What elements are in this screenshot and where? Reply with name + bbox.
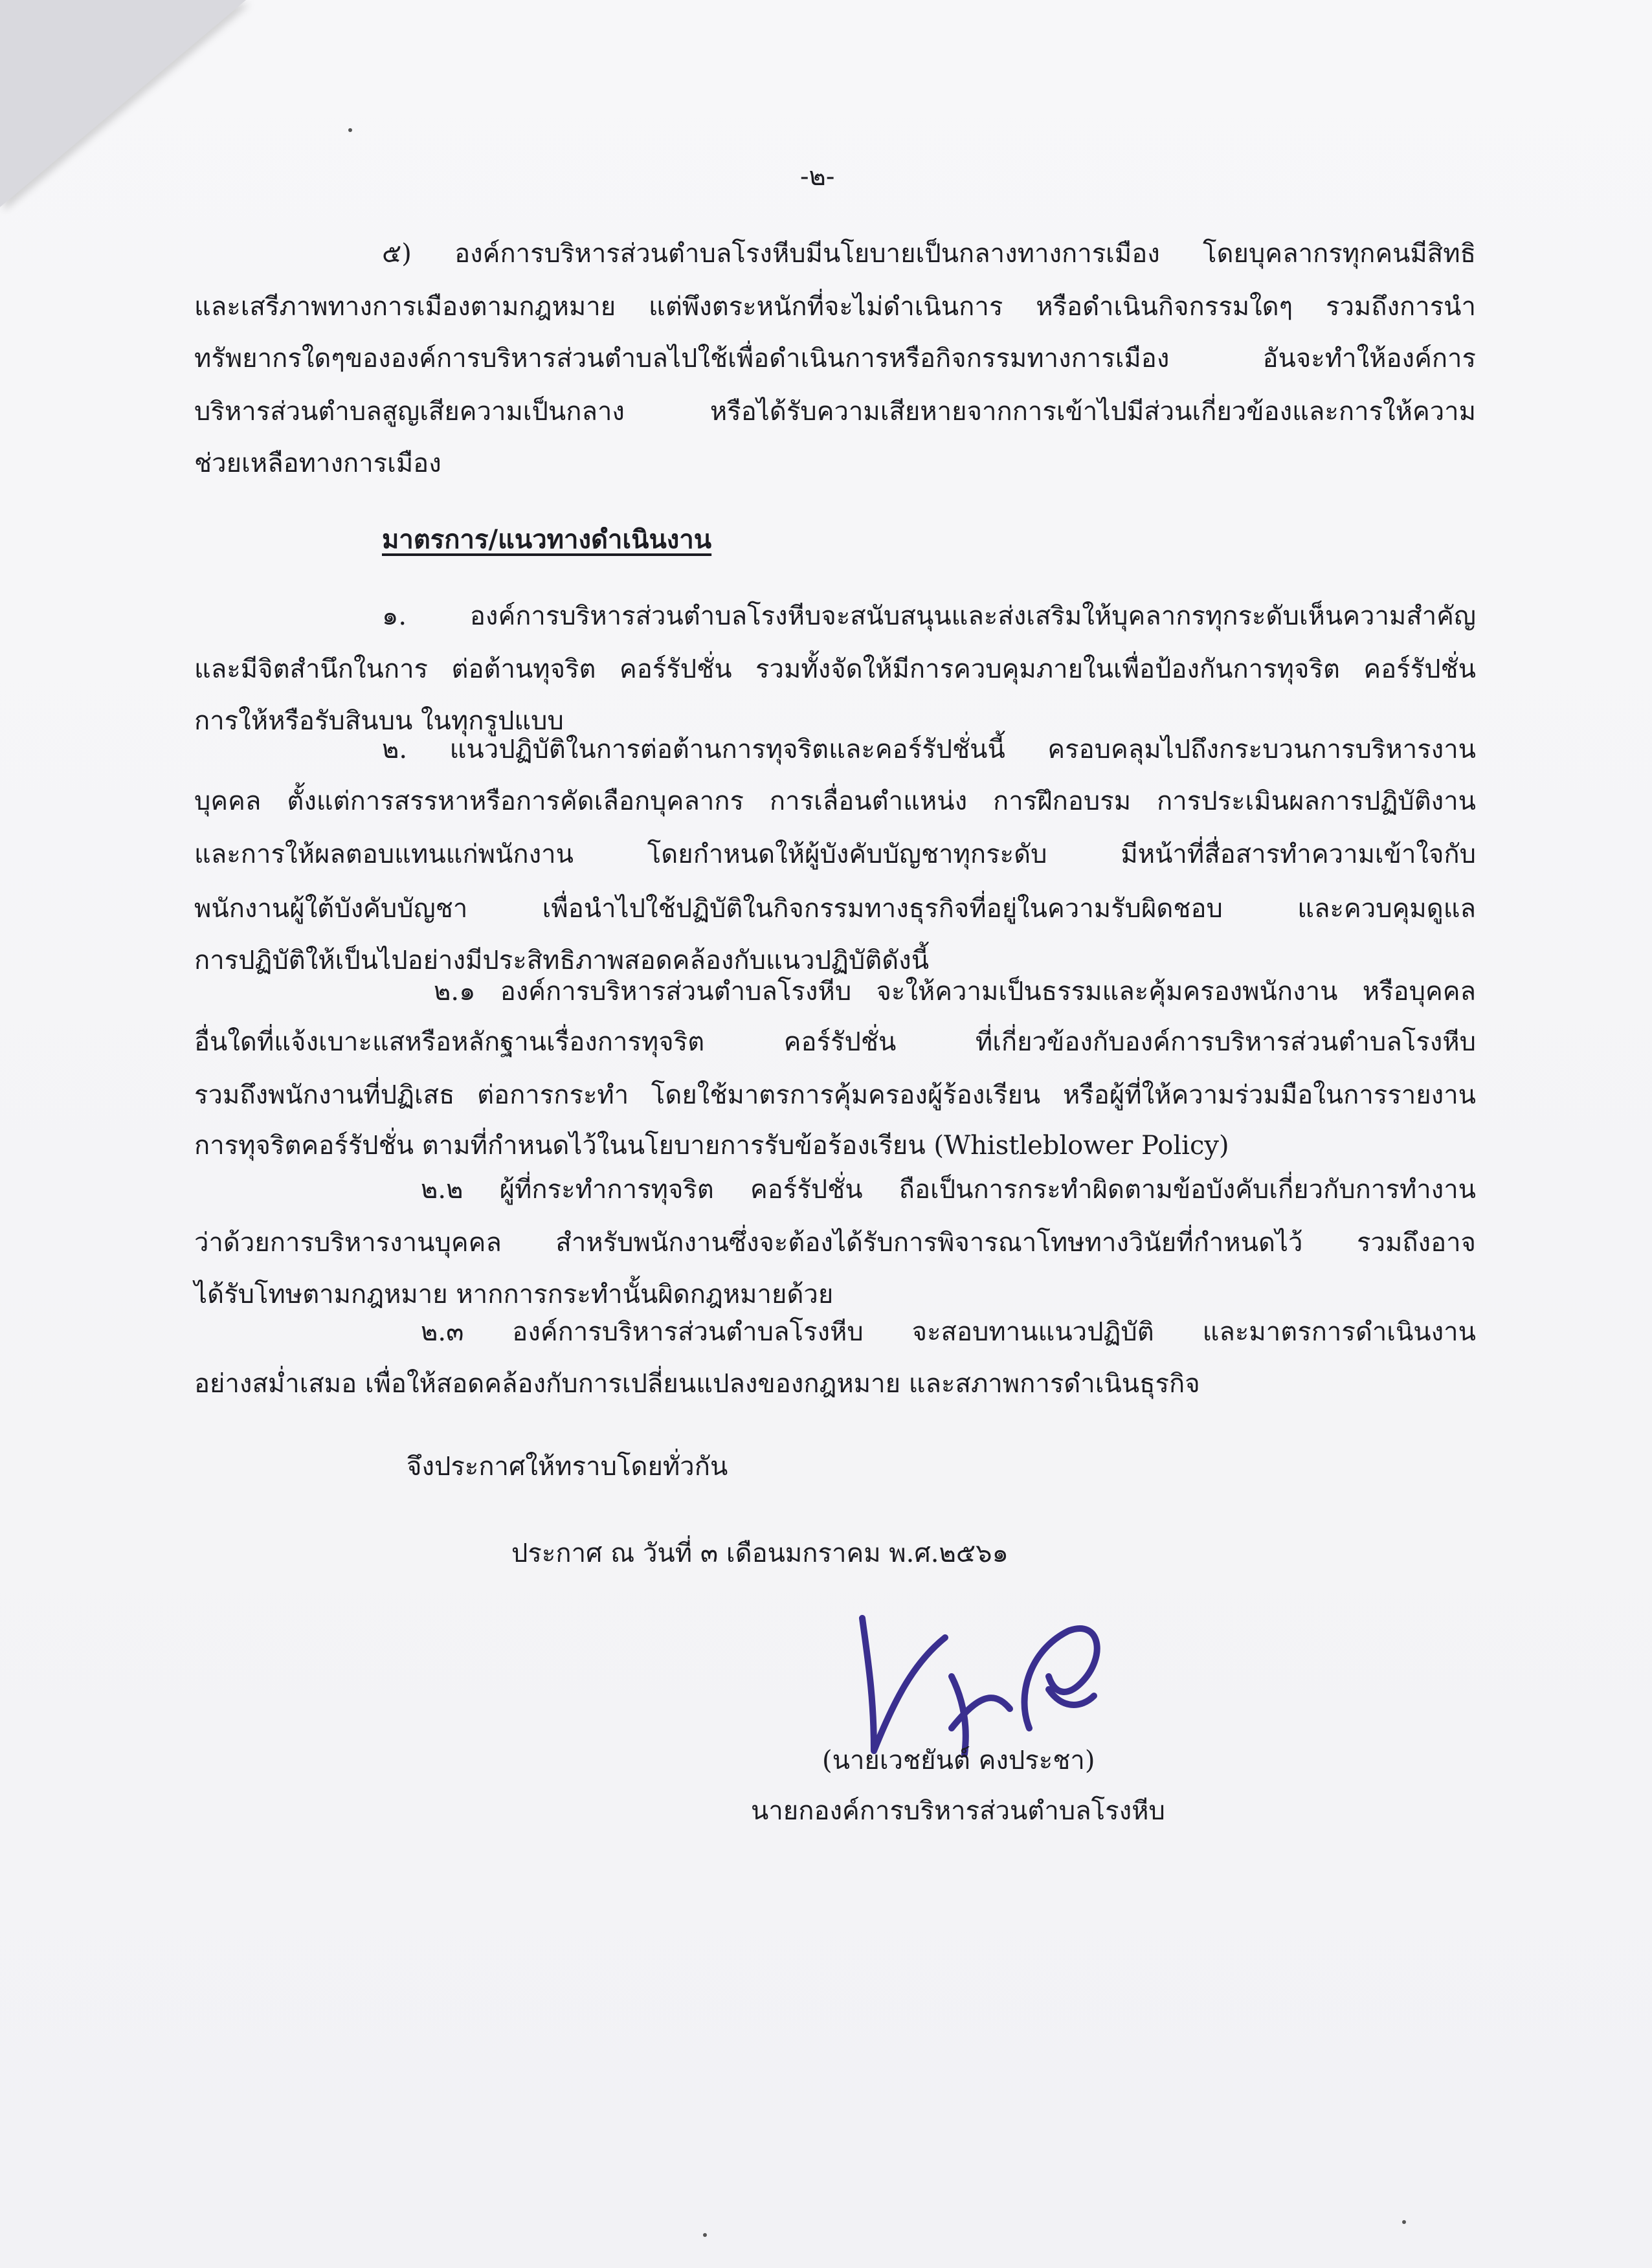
- item2-line-4: พนักงานผู้ใต้บังคับบัญชา เพื่อนำไปใช้ปฏิบัติในกิจกรรมทางธุรกิจที่อยู่ในความรับผิดชอบ และควบคุมดูแล: [194, 894, 1476, 924]
- item2-3-line-1: ๒.๓ องค์การบริหารส่วนตำบลโรงหีบ จะสอบทานแนวปฏิบัติ และมาตรการดำเนินงาน: [421, 1317, 1476, 1347]
- scan-speck: [348, 128, 352, 132]
- signature-ink: [862, 1618, 1097, 1754]
- date-line: ประกาศ ณ วันที่ ๓ เดือนมกราคม พ.ศ.๒๕๖๑: [511, 1539, 1009, 1568]
- para5-line-5: ช่วยเหลือทางการเมือง: [194, 449, 441, 478]
- item2-line-2: บุคคล ตั้งแต่การสรรหาหรือการคัดเลือกบุคลากร การเลื่อนตำแหน่ง การฝึกอบรม การประเมินผลการปฏิบัติงาน: [194, 786, 1476, 816]
- scan-speck: [703, 2233, 707, 2237]
- item2-1-line-3: รวมถึงพนักงานที่ปฏิเสธ ต่อการกระทำ โดยใช้มาตรการคุ้มครองผู้ร้องเรียน หรือผู้ที่ให้ความร่วมมือในการรายงาน: [194, 1080, 1476, 1110]
- item2-1-line-2: อื่นใดที่แจ้งเบาะแสหรือหลักฐานเรื่องการทุจริต คอร์รัปชั่น ที่เกี่ยวข้องกับองค์การบริหารส่วนตำบลโรงหีบ: [194, 1027, 1476, 1057]
- para5-line-4: บริหารส่วนตำบลสูญเสียความเป็นกลาง หรือได้รับความเสียหายจากการเข้าไปมีส่วนเกี่ยวข้องและการให้ความ: [194, 397, 1476, 427]
- folded-corner: [0, 0, 246, 207]
- item2-line-5: การปฏิบัติให้เป็นไปอย่างมีประสิทธิภาพสอดคล้องกับแนวปฏิบัติดังนี้: [194, 946, 930, 975]
- item1-line-1: ๑. องค์การบริหารส่วนตำบลโรงหีบจะสนับสนุนและส่งเสริมให้บุคลากรทุกระดับเห็นความสำคัญ: [382, 601, 1476, 631]
- signer-title: นายกองค์การบริหารส่วนตำบลโรงหีบ: [751, 1796, 1165, 1826]
- announcement-line: จึงประกาศให้ทราบโดยทั่วกัน: [407, 1452, 728, 1482]
- para5-line-1: ๕) องค์การบริหารส่วนตำบลโรงหีบมีนโยบายเป็นกลางทางการเมือง โดยบุคลากรทุกคนมีสิทธิ: [382, 239, 1476, 269]
- page-number: -๒-: [800, 162, 835, 192]
- scan-speck: [1402, 2220, 1406, 2224]
- item1-line-3: การให้หรือรับสินบน ในทุกรูปแบบ: [194, 706, 564, 736]
- item1-line-2: และมีจิตสำนึกในการ ต่อต้านทุจริต คอร์รัปชั่น รวมทั้งจัดให้มีการควบคุมภายในเพื่อป้องกันการทุจริต คอร์รัปชั่น: [194, 654, 1476, 684]
- item2-2-line-2: ว่าด้วยการบริหารงานบุคคล สำหรับพนักงานซึ่งจะต้องได้รับการพิจารณาโทษทางวินัยที่กำหนดไว้ รวมถึงอาจ: [194, 1228, 1476, 1258]
- item2-line-1: ๒. แนวปฏิบัติในการต่อต้านการทุจริตและคอร์รัปชั่นนี้ ครอบคลุมไปถึงกระบวนการบริหารงาน: [382, 735, 1476, 764]
- item2-2-line-1: ๒.๒ ผู้ที่กระทำการทุจริต คอร์รัปชั่น ถือเป็นการกระทำผิดตามข้อบังคับเกี่ยวกับการทำงาน: [421, 1175, 1476, 1205]
- item2-1-line-4: การทุจริตคอร์รัปชั่น ตามที่กำหนดไว้ในนโยบายการรับข้อร้องเรียน (Whistleblower Policy): [194, 1131, 1229, 1161]
- para5-line-3: ทรัพยากรใดๆขององค์การบริหารส่วนตำบลไปใช้เพื่อดำเนินการหรือกิจกรรมทางการเมือง อันจะทำให้องค์การ: [194, 344, 1476, 373]
- item2-2-line-3: ได้รับโทษตามกฎหมาย หากการกระทำนั้นผิดกฎหมายด้วย: [194, 1280, 834, 1309]
- para5-line-2: และเสรีภาพทางการเมืองตามกฎหมาย แต่พึงตระหนักที่จะไม่ดำเนินการ หรือดำเนินกิจกรรมใดๆ รวมถึงการนำ: [194, 292, 1476, 322]
- signer-name: (นายเวชยันต์ คงประชา): [822, 1746, 1095, 1775]
- item2-1-line-1: ๒.๑ องค์การบริหารส่วนตำบลโรงหีบ จะให้ความเป็นธรรมและคุ้มครองพนักงาน หรือบุคคล: [434, 977, 1476, 1006]
- measures-heading: มาตรการ/แนวทางดำเนินงาน: [382, 524, 712, 555]
- item2-line-3: และการให้ผลตอบแทนแก่พนักงาน โดยกำหนดให้ผู้บังคับบัญชาทุกระดับ มีหน้าที่สื่อสารทำความเข้าใจกับ: [194, 839, 1476, 869]
- signature: [854, 1599, 1126, 1761]
- item2-3-line-2: อย่างสม่ำเสมอ เพื่อให้สอดคล้องกับการเปลี่ยนแปลงของกฎหมาย และสภาพการดำเนินธุรกิจ: [194, 1369, 1200, 1399]
